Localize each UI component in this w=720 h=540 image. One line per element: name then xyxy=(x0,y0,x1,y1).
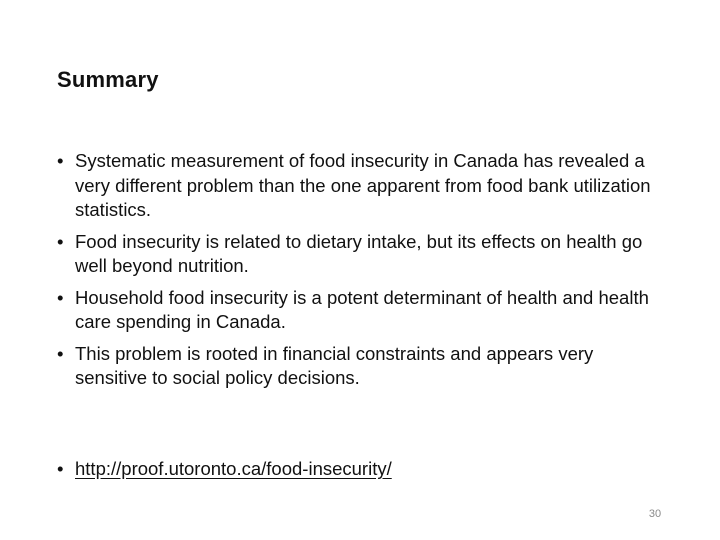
bullet-icon: • xyxy=(57,458,64,479)
bullet-text: This problem is rooted in financial constraints and appears very sensitive to social policy decisions. xyxy=(75,342,594,388)
slide-title: Summary xyxy=(57,67,159,92)
bullet-text: Systematic measurement of food insecurity in Canada has revealed a very different problem than the one apparent from food bank utilization statistics. xyxy=(75,150,651,220)
bullet-icon: • xyxy=(57,342,64,364)
bullet-icon: • xyxy=(57,150,64,171)
link-bullet-item xyxy=(57,457,392,482)
bullet-item xyxy=(57,286,667,335)
proof-link[interactable]: http://proof.utoronto.ca/food-insecurity/ xyxy=(75,458,392,479)
bullet-list xyxy=(57,149,667,398)
bullet-text: Household food insecurity is a potent determinant of health and health care spending in Canada. xyxy=(75,286,649,332)
bullet-icon: • xyxy=(57,286,64,308)
bullet-text: Food insecurity is related to dietary intake, but its effects on health go well beyond nutrition. xyxy=(75,230,643,276)
bullet-item xyxy=(57,230,667,279)
bullet-icon: • xyxy=(57,230,64,252)
bullet-item xyxy=(57,149,667,223)
page-number: 30 xyxy=(648,508,662,520)
bullet-item xyxy=(57,342,667,391)
